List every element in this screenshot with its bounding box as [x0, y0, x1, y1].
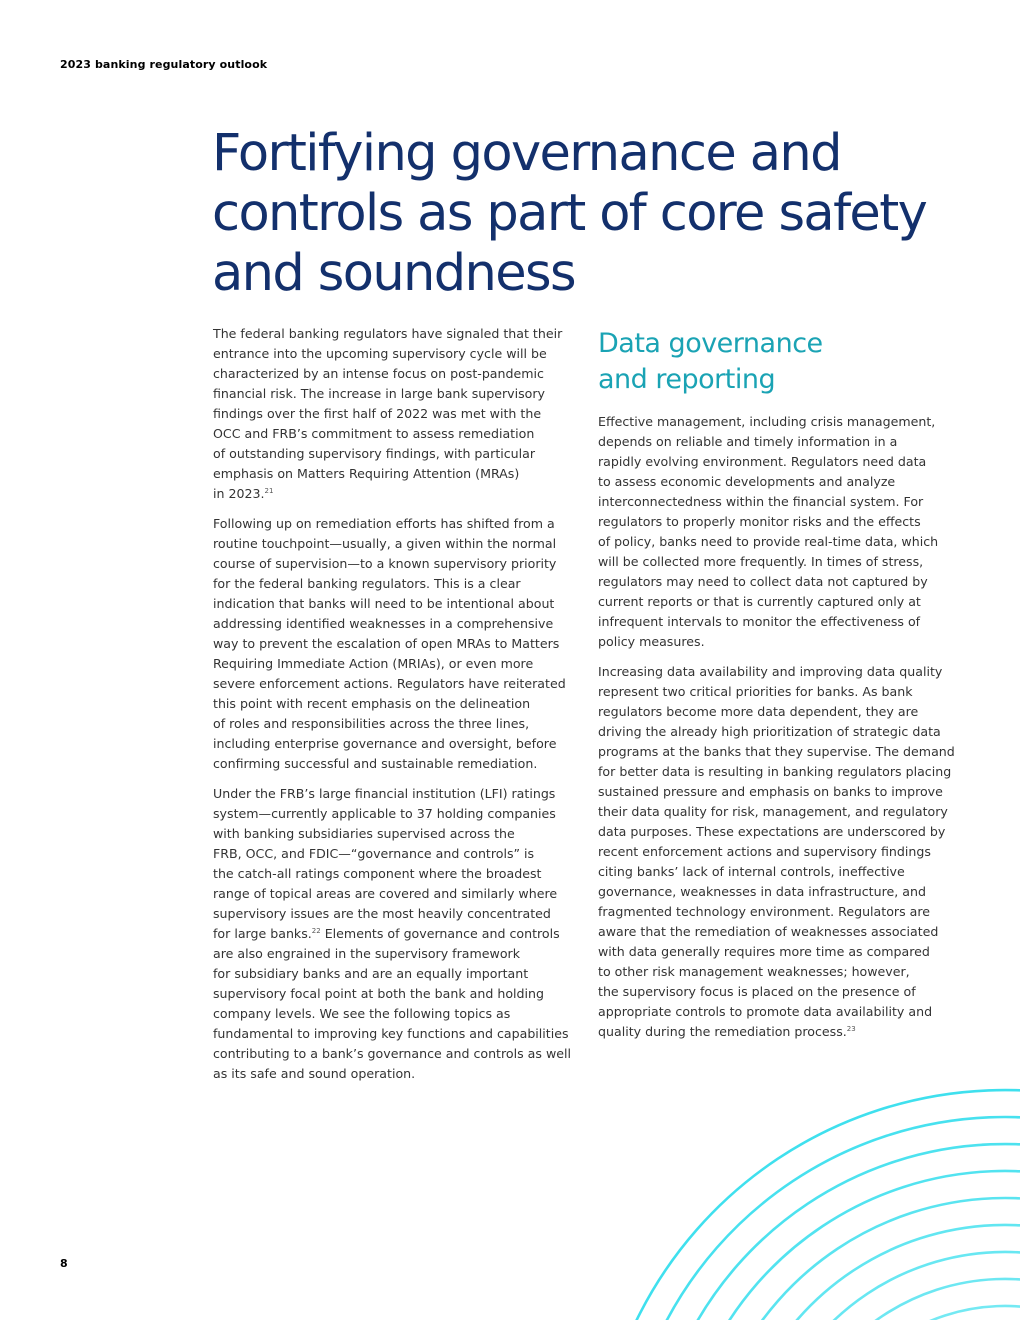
paragraph-text: Increasing data availability and improving data quality represent two critical priorities for banks. As bank regulators become more data dependent, they are driving the already high prioritization of strategic data programs at the banks that they supervise. The demand for better data is resulting in banking regulators placing sustained pressure and emphasis on banks to improve their data quality for risk, management, and regulatory data purposes. These expectations are underscored by recent enforcement actions and supervisory findings citing banks’ lack of internal controls, ineffective governance, weaknesses in data infrastructure, and fragmented technology environment. Regulators are aware that the remediation of weaknesses associated with data generally requires more time as compared to other risk management weaknesses; however, the supervisory focus is placed on the presence of appropriate controls to promote data availability and quality during the remediation process.: [598, 664, 955, 1039]
section-heading: Data governance and reporting: [598, 328, 823, 395]
decorative-arc: [686, 1171, 1020, 1320]
decorative-arc: [713, 1198, 1020, 1320]
running-header: 2023 banking regulatory outlook: [60, 58, 268, 71]
decorative-arc: [660, 1144, 1020, 1320]
paragraph-text: The federal banking regulators have signaled that their entrance into the upcoming supervisory cycle will be characterized by an intense focus on post-pandemic financial risk. The increase in large bank supervisory findings over the first half of 2022 was met with the OCC and FRB’s commitment to assess remediation of outstanding supervisory findings, with particular emphasis on Matters Requiring Attention (MRAs) in 2023.: [213, 326, 563, 501]
decorative-arc: [791, 1279, 1020, 1320]
decorative-arcs-graphic: [470, 1075, 1020, 1320]
paragraph-text: Effective management, including crisis management, depends on reliable and timely information in a rapidly evolving environment. Regulators need data to assess economic developments and analyze interconnectedness within the financial system. For regulators to properly monitor risks and the effects of policy, banks need to provide real-time data, which will be collected more frequently. In times of stress, regulators may need to collect data not captured by current reports or that is currently captured only at infrequent intervals to monitor the effectiveness of policy measures.: [598, 414, 939, 649]
left-column: [213, 324, 575, 1094]
paragraph-text: Following up on remediation efforts has shifted from a routine touchpoint—usually, a given within the normal course of supervision—to a known supervisory priority for the federal banking regulators. This is a clear indication that banks will need to be intentional about addressing identified weaknesses in a comprehensive way to prevent the escalation of open MRAs to Matters Requiring Immediate Action (MRIAs), or even more severe enforcement actions. Regulators have reiterated this point with recent emphasis on the delineation of roles and responsibilities across the three lines, including enterprise governance and oversight, before confirming successful and sustainable remediation.: [213, 516, 566, 771]
right-column: [598, 326, 963, 1052]
body-paragraph: [213, 514, 575, 774]
page-title: Fortifying governance and controls as part of core safety and soundness: [212, 124, 927, 303]
body-paragraph: [213, 324, 575, 504]
decorative-arc: [739, 1225, 1020, 1320]
body-paragraph: [598, 662, 963, 1042]
footnote-marker: 22: [311, 926, 321, 935]
footnote-marker: 23: [846, 1024, 856, 1033]
paragraph-text: Elements of governance and controls are also engrained in the supervisory framework for subsidiary banks and are an equally important supervisory focal point at both the bank and holding company levels. We see the following topics as fundamental to improving key functions and capabilities contributing to a bank’s governance and controls as well as its safe and sound operation.: [213, 926, 571, 1081]
body-paragraph: [213, 784, 575, 1084]
paragraph-text: Under the FRB’s large financial institution (LFI) ratings system—currently applicable to 37 holding companies with banking subsidiaries supervised across the FRB, OCC, and FDIC—“governance and controls” is the catch-all ratings component where the broadest range of topical areas are covered and similarly where supervisory issues are the most heavily concentrated for large banks.: [213, 786, 558, 941]
decorative-arc: [608, 1090, 1020, 1320]
page-number: 8: [60, 1257, 68, 1270]
body-paragraph: [598, 412, 963, 652]
footnote-marker: 21: [264, 486, 274, 495]
